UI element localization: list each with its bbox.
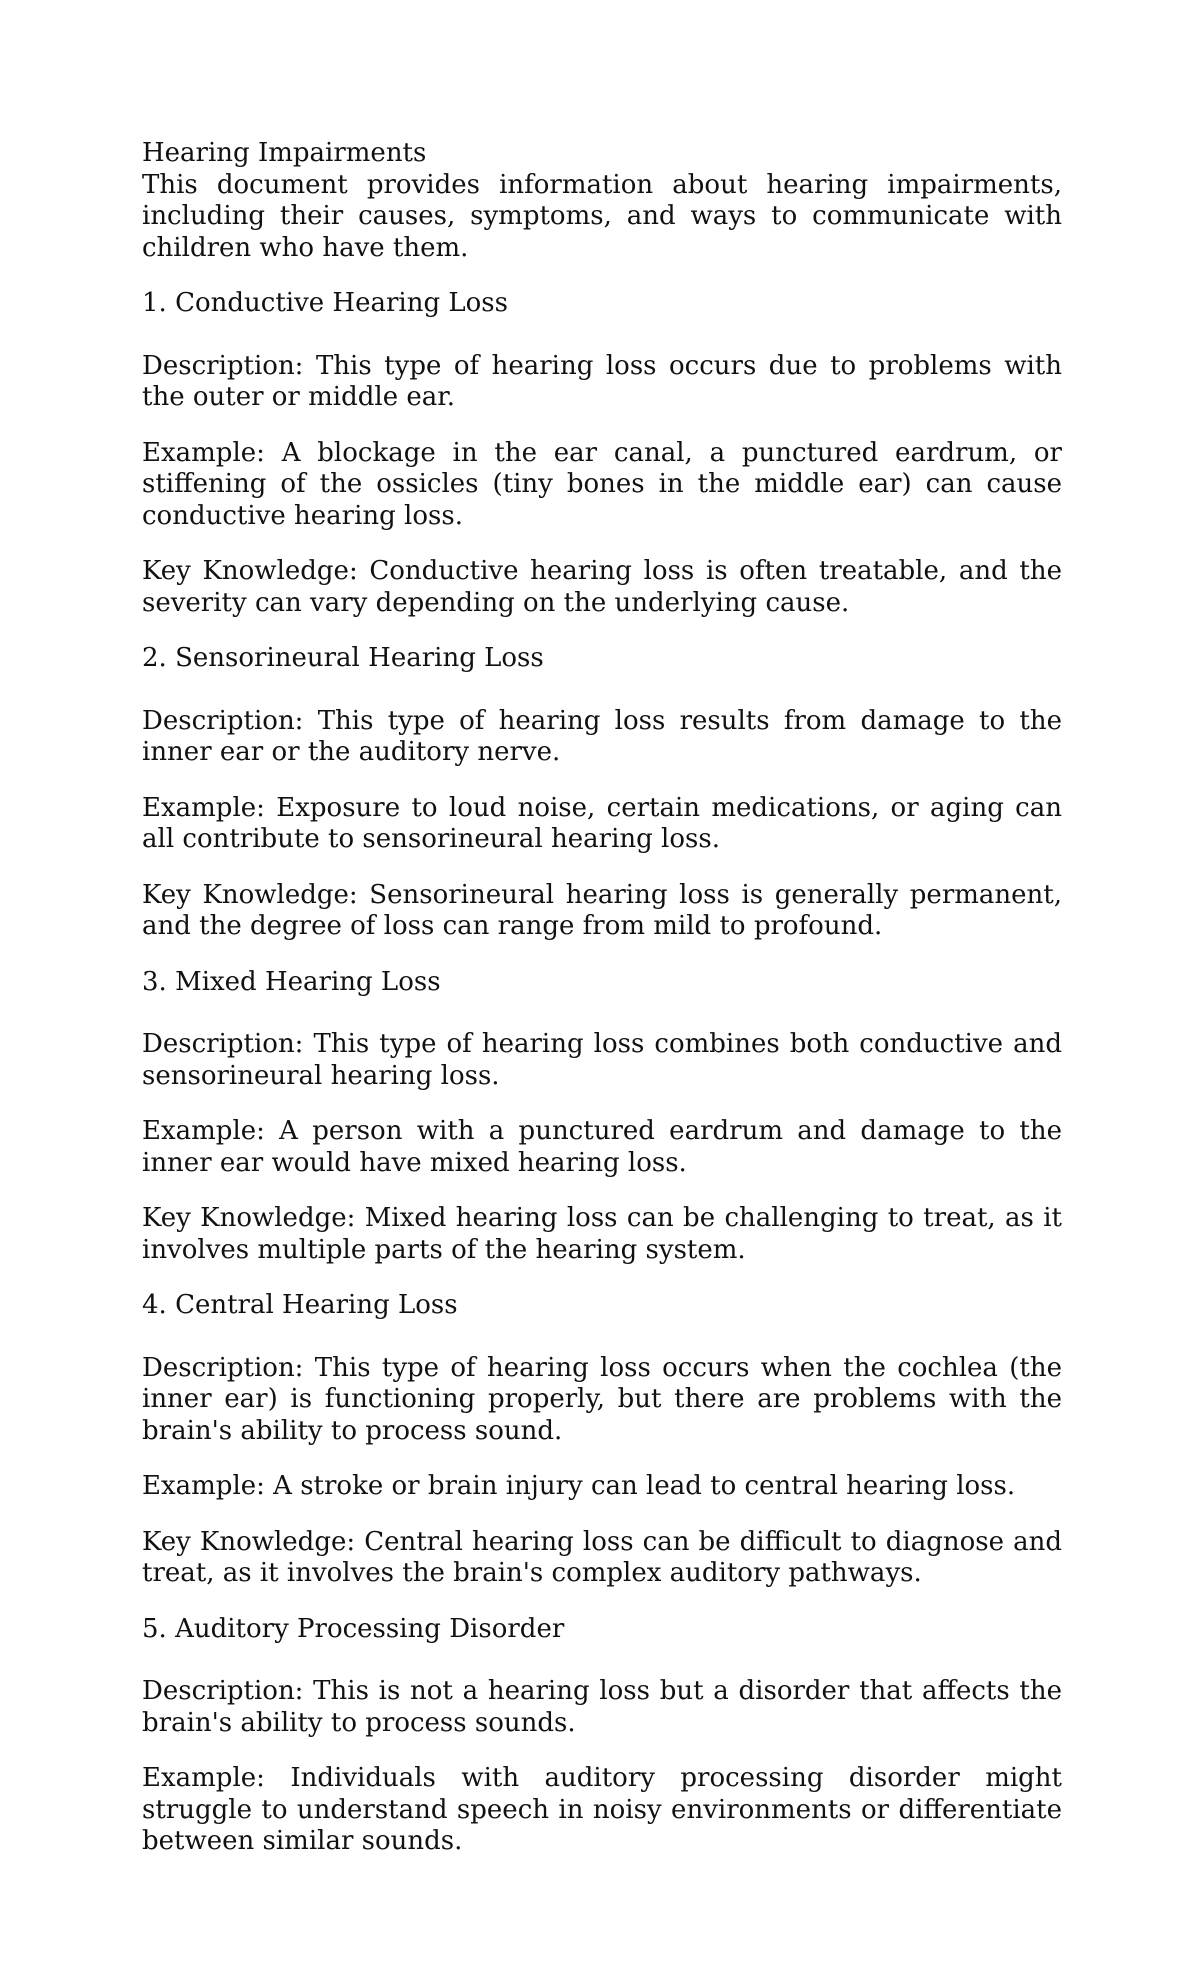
section-paragraph: Example: Exposure to loud noise, certain medications, or aging can all contribute to sensorineural hearing loss. <box>142 792 1062 854</box>
section-paragraph: Description: This type of hearing loss combines both conductive and sensorineural hearing loss. <box>142 1029 1062 1091</box>
section-paragraph: Description: This type of hearing loss occurs when the cochlea (the inner ear) is functioning properly, but there are problems with the brain's ability to process sound. <box>142 1352 1062 1446</box>
section-paragraph: Key Knowledge: Central hearing loss can be difficult to diagnose and treat, as it involves the brain's complex auditory pathways. <box>142 1526 1062 1588</box>
section-auditory-processing-disorder <box>142 1614 1062 1858</box>
section-paragraph: Description: This is not a hearing loss but a disorder that affects the brain's ability to process sounds. <box>142 1676 1062 1738</box>
section-heading: 4. Central Hearing Loss <box>142 1290 458 1320</box>
section-paragraph: Description: This type of hearing loss results from damage to the inner ear or the auditory nerve. <box>142 705 1062 767</box>
section-paragraph: Example: A stroke or brain injury can lead to central hearing loss. <box>142 1471 1016 1501</box>
document-page <box>142 138 1062 1882</box>
section-paragraph: Key Knowledge: Conductive hearing loss is often treatable, and the severity can vary depending on the underlying cause. <box>142 556 1062 618</box>
section-paragraph: Key Knowledge: Mixed hearing loss can be challenging to treat, as it involves multiple parts of the hearing system. <box>142 1203 1062 1265</box>
section-central-hearing-loss <box>142 1290 1062 1590</box>
section-heading: 2. Sensorineural Hearing Loss <box>142 643 544 673</box>
section-paragraph: Example: A person with a punctured eardrum and damage to the inner ear would have mixed hearing loss. <box>142 1116 1062 1178</box>
section-mixed-hearing-loss <box>142 967 1062 1267</box>
document-intro: This document provides information about hearing impairments, including their causes, symptoms, and ways to communicate with children who have them. <box>142 169 1062 263</box>
section-paragraph: Key Knowledge: Sensorineural hearing loss is generally permanent, and the degree of loss can range from mild to profound. <box>142 879 1062 941</box>
section-heading: 3. Mixed Hearing Loss <box>142 966 441 997</box>
section-heading: 1. Conductive Hearing Loss <box>142 288 508 318</box>
section-paragraph: Example: Individuals with auditory processing disorder might struggle to understand speech in noisy environments or differentiate between similar sounds. <box>142 1763 1062 1856</box>
section-heading: 5. Auditory Processing Disorder <box>142 1613 565 1644</box>
section-conductive-hearing-loss <box>142 288 1062 619</box>
section-paragraph: Description: This type of hearing loss occurs due to problems with the outer or middle ear. <box>142 350 1062 412</box>
section-paragraph: Example: A blockage in the ear canal, a punctured eardrum, or stiffening of the ossicles (tiny bones in the middle ear) can cause conductive hearing loss. <box>142 437 1062 531</box>
document-title: Hearing Impairments <box>142 138 427 168</box>
section-sensorineural-hearing-loss <box>142 643 1062 943</box>
